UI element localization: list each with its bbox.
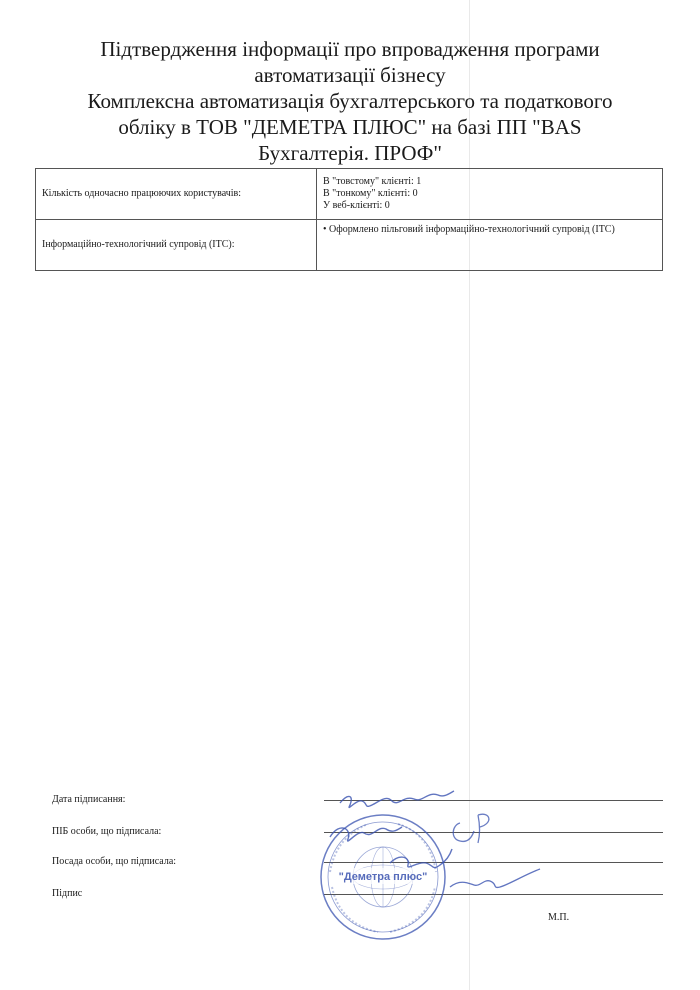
title-line-2: автоматизації бізнесу — [254, 63, 446, 87]
seal-text: "Деметра плюс" — [338, 871, 428, 883]
info-table — [35, 168, 663, 271]
table-row-users — [36, 169, 663, 220]
title-line-5: Бухгалтерія. ПРОФ" — [258, 141, 442, 165]
users-values — [317, 169, 663, 220]
name-label: ПІБ особи, що підписала: — [52, 826, 162, 837]
title-line-1: Підтвердження інформації про впровадження програми — [100, 37, 600, 61]
title-line-4: обліку в ТОВ "ДЕМЕТРА ПЛЮС" на базі ПП "BAS — [118, 115, 582, 139]
its-label: Інформаційно-технологічний супровід (ІТС): — [36, 220, 317, 271]
mp-label: М.П. — [548, 912, 570, 923]
sign-label: Підпис — [52, 888, 83, 899]
table-row-its — [36, 220, 663, 271]
handwritten-signatures-icon — [300, 775, 680, 935]
its-values — [317, 220, 663, 271]
users-label: Кількість одночасно працюючих користувачів: — [36, 169, 317, 220]
position-label: Посада особи, що підписала: — [52, 856, 177, 867]
thick-client-count: В "товстому" клієнті: 1 — [323, 176, 422, 187]
thin-client-count: В "тонкому" клієнті: 0 — [323, 188, 418, 199]
title-line-3: Комплексна автоматизація бухгалтерського та податкового — [87, 89, 613, 113]
web-client-count: У веб-клієнті: 0 — [323, 200, 390, 211]
date-label: Дата підписання: — [52, 794, 126, 805]
its-status: • Оформлено пільговий інформаційно-технологічний супровід (ІТС) — [323, 224, 615, 235]
document-title — [20, 36, 680, 166]
